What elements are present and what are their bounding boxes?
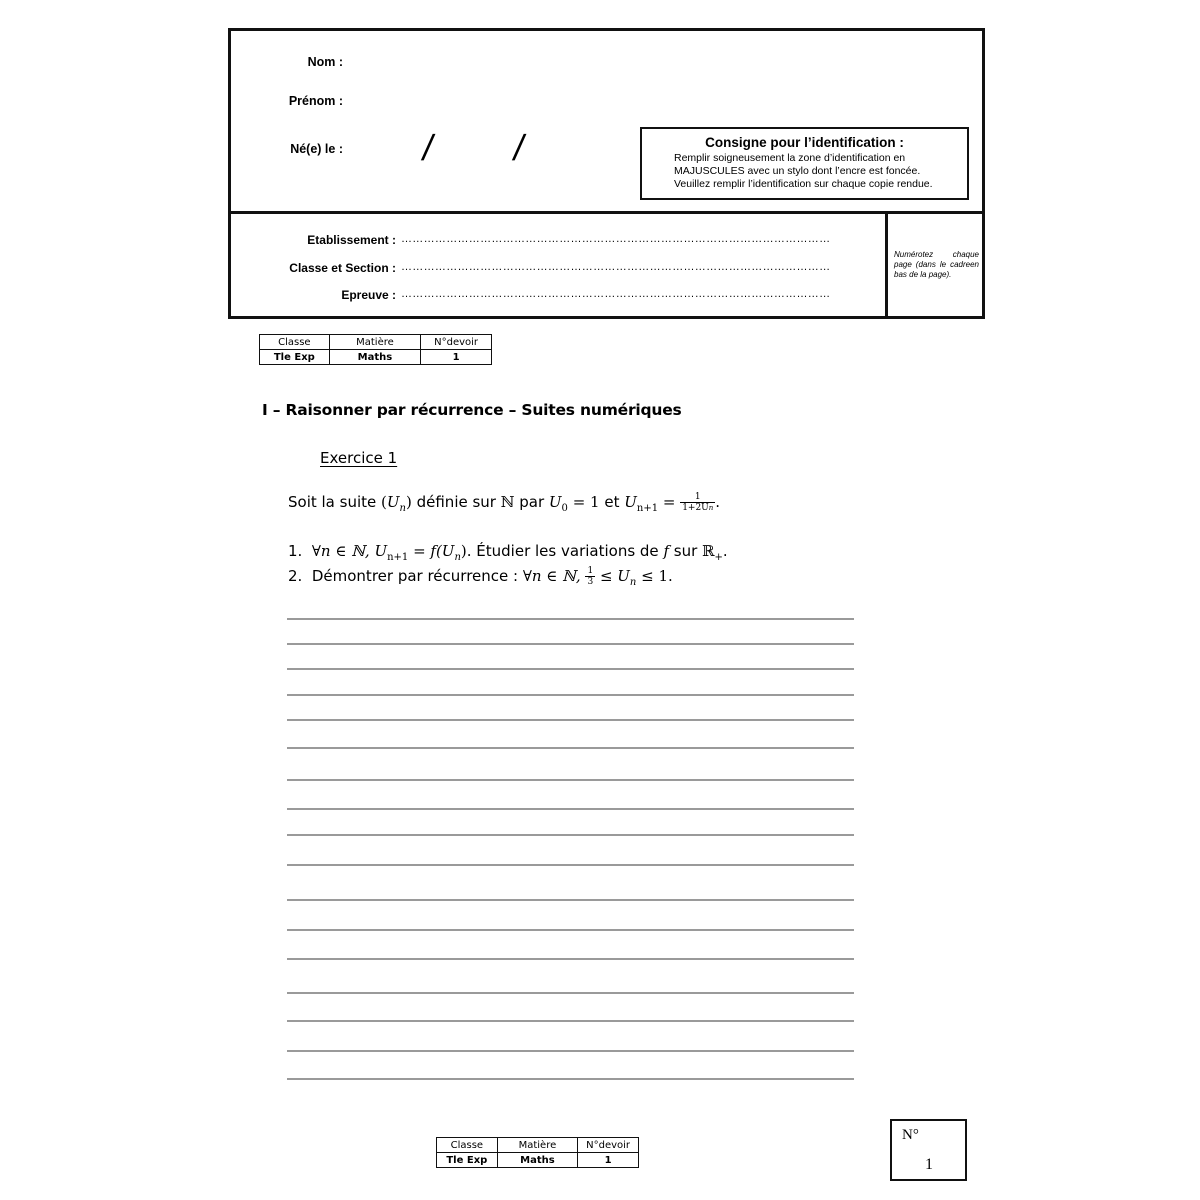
header-matiere: Matière: [497, 1138, 578, 1153]
value-matiere: Maths: [329, 350, 421, 365]
header-classe: Classe: [437, 1138, 498, 1153]
answer-line: [287, 618, 854, 620]
date-separator: /: [510, 127, 528, 168]
instructions-line: Veuillez remplir l’identification sur chaque copie rendue.: [674, 178, 933, 190]
text: 1+2U: [682, 503, 709, 513]
answer-line: [287, 992, 854, 994]
header-devoir: N°devoir: [578, 1138, 639, 1153]
classe-section-field[interactable]: ……………………………………………………………………………………………………: [401, 261, 831, 273]
section-title: I – Raisonner par récurrence – Suites numériques: [262, 401, 682, 419]
value-classe: Tle Exp: [437, 1153, 498, 1168]
reals-symbol: ℝ: [702, 542, 715, 560]
answer-line: [287, 779, 854, 781]
epreuve-label: Epreuve :: [341, 288, 396, 302]
answer-line: [287, 929, 854, 931]
value-classe: Tle Exp: [260, 350, 330, 365]
text: définie sur: [411, 493, 501, 511]
math: = 1: [567, 493, 600, 511]
fraction: [680, 492, 715, 513]
etablissement-field[interactable]: ……………………………………………………………………………………………………: [401, 233, 831, 245]
identity-section: [231, 31, 982, 214]
fraction: [585, 566, 595, 587]
header-devoir: N°devoir: [421, 335, 492, 350]
question-number: 2.: [288, 567, 303, 585]
denominator: [680, 503, 715, 513]
answer-line: [287, 747, 854, 749]
value-devoir: 1: [421, 350, 492, 365]
answer-line: [287, 808, 854, 810]
math: = f(U: [408, 542, 455, 560]
divider: [885, 214, 888, 319]
math: ≤ U: [595, 567, 630, 585]
info-table-bottom: [436, 1137, 639, 1168]
subscript: n: [708, 504, 714, 512]
instructions-line: Remplir soigneusement la zone d’identification en: [674, 152, 906, 164]
answer-line: [287, 1050, 854, 1052]
nom-label: Nom :: [307, 55, 343, 69]
identification-box: [228, 28, 985, 319]
etablissement-label: Etablissement :: [307, 233, 396, 247]
exercise-statement: Soit la suite $(U_n)$ définie sur ℕ par $U_0 = 1$ et $U_{n+1}$ = $\frac{1}{1+2Un}$ .: [288, 492, 721, 514]
answer-line: [287, 864, 854, 866]
math: ∀n ∈ ℕ, U: [311, 542, 388, 560]
text: par: [514, 493, 549, 511]
math: =: [658, 493, 681, 511]
subscript: n: [454, 552, 461, 563]
math: ).: [460, 542, 472, 560]
text: et: [599, 493, 625, 511]
page-number-box[interactable]: [890, 1119, 967, 1181]
subscript: n+1: [387, 552, 409, 563]
identification-instructions: [640, 127, 969, 200]
answer-line: [287, 958, 854, 960]
text: .: [722, 542, 728, 560]
text: Démontrer par récurrence :: [311, 567, 523, 585]
prenom-label: Prénom :: [288, 94, 343, 108]
text: sur: [669, 542, 703, 560]
answer-line: [287, 694, 854, 696]
numerator: 1: [680, 492, 715, 503]
question-number: 1.: [288, 542, 303, 560]
answer-line: [287, 668, 854, 670]
answer-line: [287, 1020, 854, 1022]
birth-month-field[interactable]: [441, 131, 511, 161]
answer-line: [287, 719, 854, 721]
instructions-line: MAJUSCULES avec un stylo dont l’encre est foncée.: [674, 165, 921, 177]
subscript: n: [629, 577, 637, 588]
math: U: [624, 493, 637, 511]
epreuve-field[interactable]: ……………………………………………………………………………………………………: [401, 288, 831, 300]
text: Étudier les variations de: [471, 542, 664, 560]
classe-section-label: Classe et Section :: [289, 261, 396, 275]
math: ≤ 1.: [636, 567, 673, 585]
question-1: [288, 542, 728, 563]
nom-field[interactable]: [356, 49, 626, 71]
exercise-title: Exercice 1: [320, 449, 398, 467]
subscript: 0: [561, 503, 568, 514]
instructions-title: Consigne pour l’identification :: [705, 135, 904, 150]
subscript: n+1: [636, 503, 659, 514]
header-classe: Classe: [260, 335, 330, 350]
text: Soit la suite: [288, 493, 382, 511]
math: U: [548, 493, 562, 511]
subscript: n: [399, 503, 406, 514]
birth-day-field[interactable]: [356, 131, 416, 161]
birth-year-field[interactable]: [531, 131, 621, 161]
question-2: [288, 566, 673, 588]
page-number-label: N°: [902, 1127, 919, 1143]
value-matiere: Maths: [497, 1153, 578, 1168]
answer-line: [287, 834, 854, 836]
text: .: [715, 493, 721, 511]
answer-line: [287, 643, 854, 645]
birthdate-label: Né(e) le :: [290, 142, 343, 156]
answer-line: [287, 1078, 854, 1080]
info-table-top: [259, 334, 492, 365]
numerator: 1: [587, 566, 594, 576]
header-matiere: Matière: [329, 335, 421, 350]
value-devoir: 1: [578, 1153, 639, 1168]
answer-line: [287, 899, 854, 901]
denominator: 3: [587, 577, 594, 587]
page-number-value: 1: [925, 1156, 933, 1173]
naturals-symbol: ℕ: [500, 493, 515, 511]
date-separator: /: [419, 127, 437, 168]
prenom-field[interactable]: [356, 88, 626, 110]
page-numbering-note: Numérotez chaque page (dans le cadreen bas de la page).: [894, 250, 979, 279]
subscript: +: [714, 552, 723, 563]
math: ∀n ∈ ℕ,: [522, 567, 586, 585]
math: f: [663, 542, 669, 560]
